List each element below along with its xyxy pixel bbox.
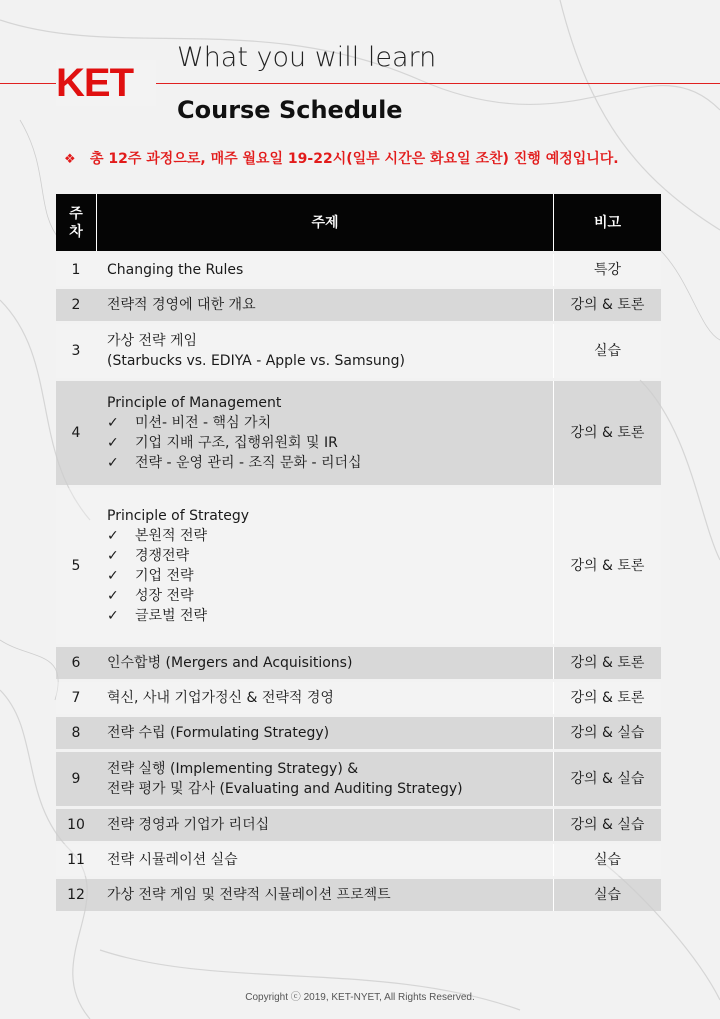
topic-cell (96, 381, 553, 485)
checklist-item (107, 433, 553, 453)
course-schedule-table (56, 191, 661, 914)
checklist-text: 성장 전략 (135, 588, 194, 604)
week-number: 9 (56, 752, 96, 806)
header-note: 비고 (553, 194, 661, 251)
page-subtitle: What you will learn (177, 42, 437, 73)
topic-cell (96, 324, 553, 378)
copyright-footer: Copyright ⓒ 2019, KET-NYET, All Rights Reserved. (245, 992, 475, 1003)
topic-cell (96, 254, 553, 286)
note-cell: 강의 & 실습 (553, 717, 661, 749)
diamond-bullet-icon: ❖ (64, 152, 76, 167)
checkmark-icon: ✓ (107, 548, 119, 564)
checklist-item (107, 566, 553, 586)
checkmark-icon: ✓ (107, 568, 119, 584)
note-cell: 실습 (553, 324, 661, 378)
topic-cell (96, 844, 553, 876)
table-header-row (56, 194, 661, 251)
topic-line: 전략적 경영에 대한 개요 (107, 297, 256, 313)
checklist-text: 기업 전략 (135, 568, 194, 584)
topic-cell (96, 879, 553, 911)
brand-logo: KET (56, 60, 156, 106)
topic-line: 가상 전략 게임 및 전략적 시뮬레이션 프로젝트 (107, 887, 391, 903)
table-row (56, 254, 661, 286)
week-number: 5 (56, 488, 96, 644)
topic-cell (96, 809, 553, 841)
checkmark-icon: ✓ (107, 435, 119, 451)
note-cell: 강의 & 토론 (553, 682, 661, 714)
week-number: 7 (56, 682, 96, 714)
week-number: 8 (56, 717, 96, 749)
table-row (56, 488, 661, 644)
note-cell: 강의 & 실습 (553, 752, 661, 806)
note-cell: 강의 & 토론 (553, 647, 661, 679)
note-cell: 강의 & 토론 (553, 381, 661, 485)
page-title: Course Schedule (177, 96, 403, 124)
table-row (56, 381, 661, 485)
checklist-text: 전략 - 운영 관리 - 조직 문화 - 리더십 (135, 455, 362, 471)
topic-line: 전략 경영과 기업가 리더십 (107, 817, 270, 833)
topic-line: Changing the Rules (107, 262, 244, 278)
checklist-item (107, 453, 553, 473)
checklist-item (107, 586, 553, 606)
topic-line: 전략 시뮬레이션 실습 (107, 852, 238, 868)
checklist-text: 기업 지배 구조, 집행위원회 및 IR (135, 435, 338, 451)
topic-line: 전략 평가 및 감사 (Evaluating and Auditing Strategy) (107, 781, 463, 797)
week-number: 12 (56, 879, 96, 911)
schedule-notice (64, 148, 619, 171)
checklist-item (107, 606, 553, 626)
week-number: 3 (56, 324, 96, 378)
checklist-text: 본원적 전략 (135, 528, 208, 544)
week-number: 6 (56, 647, 96, 679)
note-cell: 강의 & 토론 (553, 289, 661, 321)
checklist-text: 경쟁전략 (135, 548, 190, 564)
table-row (56, 324, 661, 378)
checklist-item (107, 413, 553, 433)
table-row (56, 682, 661, 714)
checkmark-icon: ✓ (107, 528, 119, 544)
checkmark-icon: ✓ (107, 415, 119, 431)
topic-line: 인수합병 (Mergers and Acquisitions) (107, 655, 353, 671)
checklist-item (107, 546, 553, 566)
topic-cell (96, 717, 553, 749)
week-number: 2 (56, 289, 96, 321)
checklist-text: 미션- 비전 - 핵심 가치 (135, 415, 272, 431)
topic-line: Principle of Management (107, 395, 282, 411)
header-week: 주 차 (56, 194, 96, 251)
header-topic: 주제 (96, 194, 553, 251)
topic-line: 혁신, 사내 기업가정신 & 전략적 경영 (107, 690, 334, 706)
table-row (56, 879, 661, 911)
table-row (56, 289, 661, 321)
table-row (56, 844, 661, 876)
checkmark-icon: ✓ (107, 608, 119, 624)
week-number: 1 (56, 254, 96, 286)
table-row (56, 752, 661, 806)
checklist-item (107, 526, 553, 546)
topic-line: 전략 수립 (Formulating Strategy) (107, 725, 330, 741)
table-row (56, 717, 661, 749)
topic-cell (96, 488, 553, 644)
table-row (56, 647, 661, 679)
checkmark-icon: ✓ (107, 588, 119, 604)
note-cell: 실습 (553, 879, 661, 911)
topic-line: (Starbucks vs. EDIYA - Apple vs. Samsung) (107, 353, 405, 369)
topic-line: 전략 실행 (Implementing Strategy) & (107, 761, 359, 777)
note-cell: 강의 & 토론 (553, 488, 661, 644)
topic-cell (96, 752, 553, 806)
topic-cell (96, 647, 553, 679)
week-number: 11 (56, 844, 96, 876)
table-row (56, 809, 661, 841)
topic-line: 가상 전략 게임 (107, 333, 198, 349)
note-cell: 특강 (553, 254, 661, 286)
note-cell: 실습 (553, 844, 661, 876)
topic-cell (96, 682, 553, 714)
checklist-text: 글로벌 전략 (135, 608, 208, 624)
week-number: 4 (56, 381, 96, 485)
notice-text: 총 12주 과정으로, 매주 월요일 19-22시(일부 시간은 화요일 조찬) 진행 예정입니다. (90, 151, 619, 167)
topic-line: Principle of Strategy (107, 508, 250, 524)
topic-cell (96, 289, 553, 321)
checkmark-icon: ✓ (107, 455, 119, 471)
week-number: 10 (56, 809, 96, 841)
note-cell: 강의 & 실습 (553, 809, 661, 841)
